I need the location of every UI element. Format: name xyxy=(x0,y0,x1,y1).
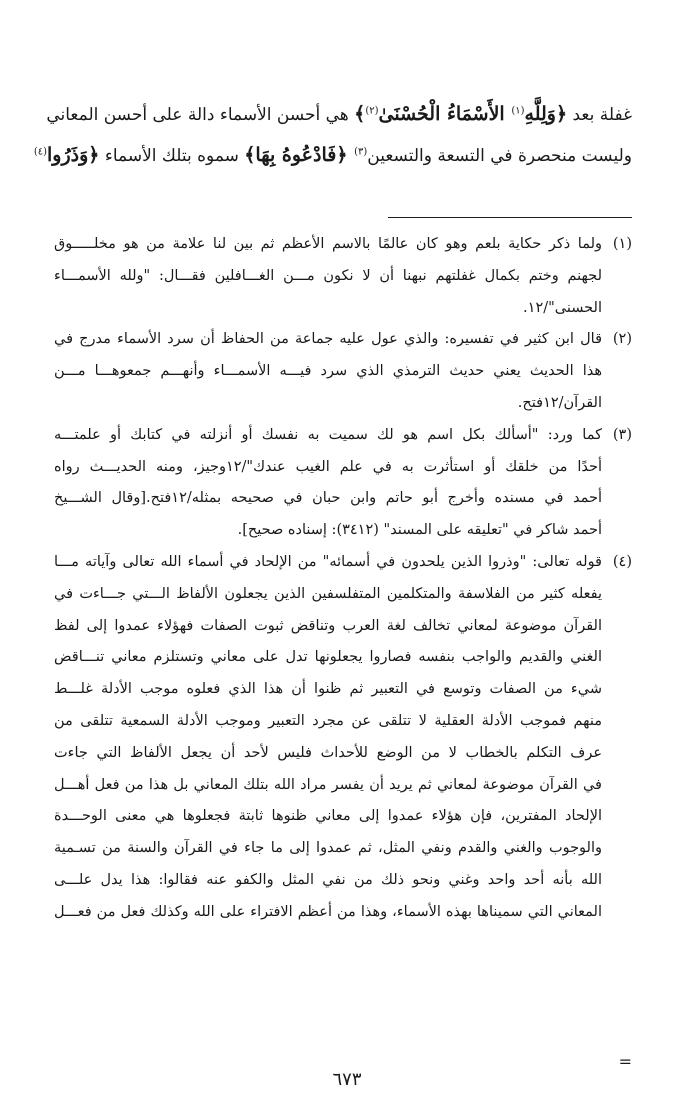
footnote-number: (١) xyxy=(612,236,632,252)
footnote-number: (٤) xyxy=(612,553,632,570)
footnote-line: أحمد في مسنده وأخرج أبو حاتم وابن حبان في صحيحه بمثله/١٢فتح.[وقال الشـــيخ xyxy=(54,490,602,507)
footnote-number: (٢) xyxy=(612,331,632,348)
footnote-line: الإلحاد المفترين، فإن هؤلاء عمدوا إلى معاني ظنوها ثابتة فجعلوها هي معنى الوحـــدة xyxy=(54,808,602,825)
footnote-ref[interactable]: (٤) xyxy=(33,146,48,158)
footnote-separator xyxy=(388,217,632,218)
footnote-2 xyxy=(54,324,632,419)
footnote-line: هذا الحديث يعني حديث الترمذي الذي سرد فيـــه الأسمـــاء وأنهـــم جمعوهـــا مـــن xyxy=(54,363,602,380)
footnote-ref[interactable]: (١) xyxy=(511,105,525,117)
footnote-4 xyxy=(54,547,632,929)
footnote-line: القرآن موضوعة لمعاني تخالف لغة العرب وتناقض ثبوت الصفات فهؤلاء عمدوا إلى لفظ xyxy=(54,617,602,634)
footnote-line: في القرآن موضوعة لمعاني ثم يريد أن يفسر مراد الله بتلك المعاني بل هذا من فعل أهـــل xyxy=(54,776,602,793)
footnote-line: الغني والقديم والواجب بنفسه فصاروا يجعلونها تدل على معاني وتستلزم معاني تنـــاقض xyxy=(54,649,602,666)
footnote-number: (٣) xyxy=(612,426,632,443)
footnote-line: شيء من الصفات وتوسع في التعبير ثم ظنوا أن هذا الذي فعلوه موجب الأدلة غلـــط xyxy=(54,681,602,698)
footnote-line: منهم فموجب الأدلة العقلية لا تتلقى عن مجرد التعبير وموجب الأدلة السمعية تتلقى من xyxy=(54,712,602,729)
footnote-line: لجهنم وختم بكمال غفلتهم نبهنا أن لا نكون مـــن الغـــافلين فقـــال: "ولله الأسمـــاء xyxy=(54,267,602,284)
footnote-line: المعاني التي سميناها بهذه الأسماء، وهذا من أعظم الافتراء على الله وكذلك فعل من فعـــل xyxy=(54,903,602,920)
quran-quote: ﴿وَلِلَّهِ xyxy=(524,103,568,125)
main-text xyxy=(33,94,632,176)
footnote-line: كما ورد: "أسألك بكل اسم هو لك سميت به نفسك أو أنزلته في كتابك أو علمتـــه xyxy=(54,426,602,443)
footnote-line: يفعله كثير من الفلاسفة والمتكلمين المتفلسفين الذين يجعلون الألفاظ الـــتي جـــاءت في xyxy=(54,585,602,602)
footnote-body xyxy=(54,229,602,324)
main-text-line: غفلة بعد ﴿وَلِلَّهِ$^{(١)}$ الأَسْمَاءُ الْحُسْنَىٰ$^{(٢)}$﴾ هي أحسن الأسماء دالة على أحسن المعاني xyxy=(46,103,632,125)
footnote-3 xyxy=(54,420,632,547)
footnote-1 xyxy=(54,229,632,324)
footnote-line: أحدًا من خلقك أو استأثرت به في علم الغيب عندك"/١٢وجيز، ومنه الحديـــث رواه xyxy=(54,458,602,475)
footnote-line: ولما ذكر حكاية بلعم وهو كان عالمًا بالاسم الأعظم ثم بين لنا علامة من هو مخلـــــوق xyxy=(54,236,602,252)
footnote-body xyxy=(54,420,602,547)
footnote-ref[interactable]: (٣) xyxy=(354,146,368,158)
footnote-line: والوجوب والغني والقدم ونفي المثل، ثم عمدوا إلى ما جاء في القرآن والسنة من تسـمية xyxy=(54,840,602,857)
page-number: ٦٧٣ xyxy=(332,1069,362,1090)
quran-quote: ﴾ xyxy=(354,103,366,125)
footnote-line: الحسنى"/١٢. xyxy=(523,299,602,316)
footnote-line: قال ابن كثير في تفسيره: والذي عول عليه جماعة من الحفاظ أن سرد الأسماء مدرج في xyxy=(54,331,602,348)
footnote-line: عرف التكلم بالخطاب لا من الوضع للأحداث فليس لأحد أن يجعل الألفاظ التي جاءت xyxy=(54,744,602,761)
footnote-line: القرآن/١٢فتح. xyxy=(517,394,602,411)
footnotes xyxy=(54,229,632,929)
footnote-body xyxy=(54,324,602,419)
main-text-line: وليست منحصرة في التسعة والتسعين$^{(٣)}$ ﴿فَادْعُوهُ بِهَا﴾ سموه بتلك الأسماء ﴿وَذَرُوا$^{(٤)}$ xyxy=(33,144,632,166)
quran-quote: ﴿وَذَرُوا xyxy=(47,144,100,166)
footnote-line: أحمد شاكر في "تعليقه على المسند" (٣٤١٢): إسناده صحيح]. xyxy=(237,522,602,539)
quran-quote: الأَسْمَاءُ الْحُسْنَىٰ xyxy=(378,103,512,125)
quran-quote: ﴿فَادْعُوهُ بِهَا﴾ xyxy=(244,144,355,166)
continuation-mark: = xyxy=(618,1052,632,1071)
footnote-body xyxy=(54,547,602,929)
footnote-line: الله بأنه أحد واحد وغني ونحو ذلك من نفي المثل والكفو عنه فقالوا: هذا يدل علـــى xyxy=(54,871,602,888)
footnote-line: قوله تعالى: "وذروا الذين يلحدون في أسمائه" من الإلحاد في أسماء الله تعالى وآياته مـــا xyxy=(54,553,602,570)
footnote-ref[interactable]: (٢) xyxy=(365,105,379,117)
